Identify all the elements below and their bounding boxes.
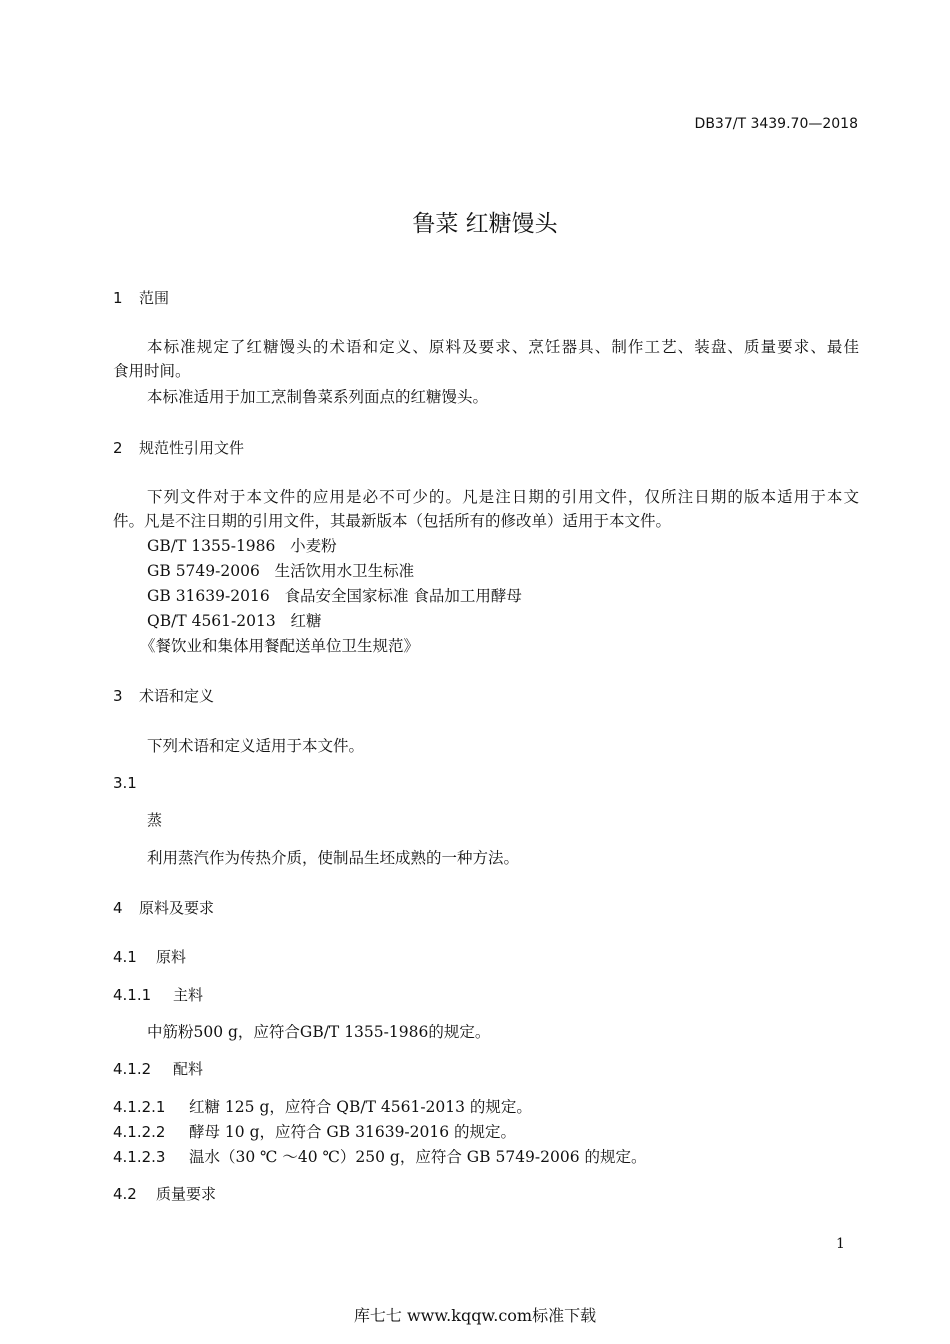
subsection-4-1-1-heading [113,985,203,1005]
item-number: 4.1.2.1 [113,1098,166,1116]
item-number: 4.1.2.2 [113,1123,166,1141]
term-definition: 利用蒸汽作为传热介质，使制品生坯成熟的一种方法。 [147,849,520,867]
section-2-heading [113,438,244,458]
reference-code: GB 31639-2016 [147,587,270,605]
section-number: 4.1.1 [113,986,152,1004]
section-title: 规范性引用文件 [139,439,245,457]
page-number: 1 [836,1236,845,1252]
item-text: 红糖 125 g，应符合 QB/T 4561-2013 的规定。 [189,1098,532,1116]
reference-item [147,536,337,556]
section-title: 主料 [173,986,204,1004]
reference-code: GB 5749-2006 [147,562,260,580]
section-number: 1 [113,289,123,307]
subsection-4-1-2-heading [113,1059,203,1079]
section-title: 术语和定义 [139,687,215,705]
ingredient-item [113,1147,647,1167]
section-number: 4.1 [113,948,137,966]
term-number: 3.1 [113,774,137,792]
section-4-heading [113,898,214,918]
reference-name: 小麦粉 [290,537,337,555]
paragraph-line: 件。凡是不注日期的引用文件，其最新版本（包括所有的修改单）适用于本文件。 [113,512,672,530]
reference-item [147,611,322,631]
section-title: 范围 [139,289,170,307]
paragraph: 下列术语和定义适用于本文件。 [147,737,365,755]
page-title: 鲁菜 红糖馒头 [412,211,558,237]
section-title: 原料 [156,948,187,966]
ingredient-item [113,1122,516,1142]
reference-name: 食品安全国家标准 食品加工用酵母 [284,587,522,605]
reference-item: 《餐饮业和集体用餐配送单位卫生规范》 [140,637,420,655]
section-number: 4.2 [113,1185,137,1203]
item-text: 酵母 10 g，应符合 GB 31639-2016 的规定。 [189,1123,517,1141]
reference-item [147,561,414,581]
section-title: 配料 [173,1060,204,1078]
section-title: 原料及要求 [139,899,215,917]
paragraph-line: 食用时间。 [113,362,191,380]
section-number: 4 [113,899,123,917]
paragraph: 中筋粉500 g，应符合GB/T 1355-1986的规定。 [147,1023,491,1041]
section-number: 4.1.2 [113,1060,152,1078]
paragraph-line: 本标准规定了红糖馒头的术语和定义、原料及要求、烹饪器具、制作工艺、装盘、质量要求、最佳 [147,338,859,356]
section-title: 质量要求 [156,1185,217,1203]
subsection-4-1-heading [113,947,186,967]
ingredient-item [113,1097,532,1117]
section-3-heading [113,686,214,706]
section-number: 3 [113,687,123,705]
section-1-heading [113,288,169,308]
item-text: 温水（30 ℃ ～40 ℃）250 g，应符合 GB 5749-2006 的规定。 [189,1148,647,1166]
reference-name: 红糖 [290,612,322,630]
paragraph-line: 下列文件对于本文件的应用是必不可少的。凡是注日期的引用文件，仅所注日期的版本适用于本文 [147,488,859,506]
paragraph: 本标准适用于加工烹制鲁菜系列面点的红糖馒头。 [147,388,489,406]
reference-name: 生活饮用水卫生标准 [274,562,415,580]
reference-code: QB/T 4561-2013 [147,612,276,630]
term: 蒸 [147,811,163,829]
subsection-4-2-heading [113,1184,216,1204]
footer-watermark: 库七七 www.kqqw.com标准下载 [353,1306,597,1325]
item-number: 4.1.2.3 [113,1148,166,1166]
document-code: DB37/T 3439.70—2018 [694,116,858,132]
reference-item [147,586,522,606]
reference-code: GB/T 1355-1986 [147,537,276,555]
section-number: 2 [113,439,123,457]
